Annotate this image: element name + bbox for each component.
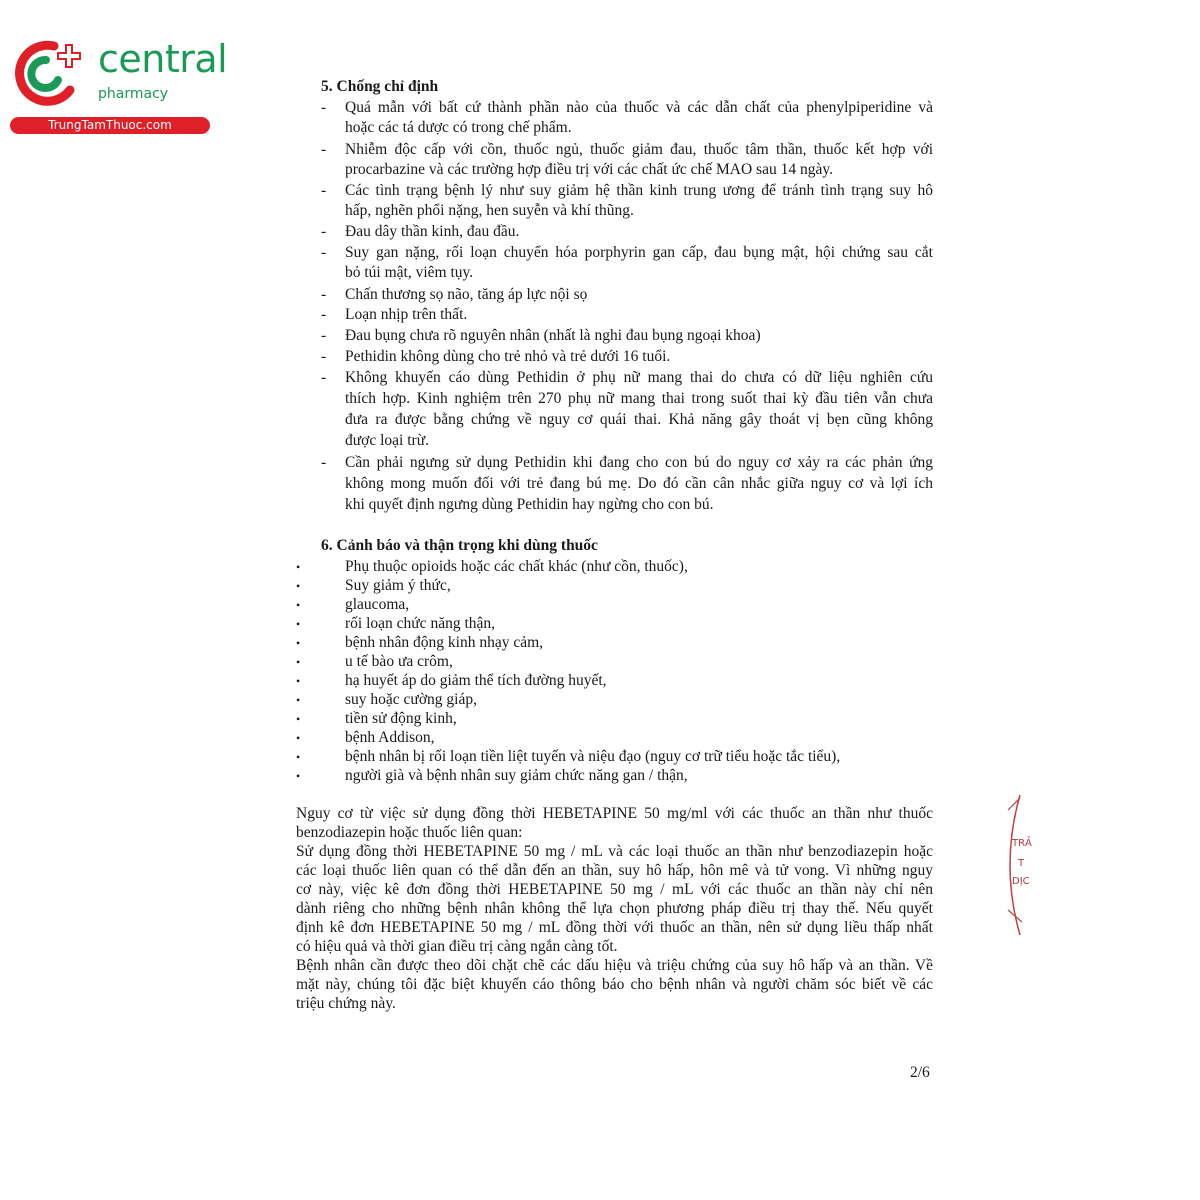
stamp-text: TRẢ <box>1012 838 1032 849</box>
bullet-marker: • <box>296 560 301 574</box>
paragraph-line: mặt này, chúng tôi đặc biệt khuyến cáo thông báo cho bệnh nhân và người chăm sóc biết về các <box>296 976 933 993</box>
section-5-line: được loại trừ. <box>345 432 429 449</box>
section-5-line: hoặc các tá dược có trong chế phẩm. <box>345 119 572 136</box>
pharmacy-cross-logo-icon <box>10 38 92 108</box>
bullet-marker: • <box>296 674 301 688</box>
section-5-line: procarbazine và các trường hợp điều trị với các chất ức chế MAO sau 14 ngày. <box>345 161 833 178</box>
stamp-text: T <box>1018 858 1025 869</box>
section-5-line: Đau bụng chưa rõ nguyên nhân (nhất là nghi đau bụng ngoại khoa) <box>345 327 761 344</box>
warning-item: glaucoma, <box>345 596 410 613</box>
bullet-marker: • <box>296 655 301 669</box>
dash-marker: - <box>321 286 327 303</box>
bullet-marker: • <box>296 617 301 631</box>
warning-item: suy hoặc cường giáp, <box>345 691 477 708</box>
stamp-fragment <box>990 790 1030 940</box>
section-5-line: thích hợp. Kinh nghiệm trên 270 phụ nữ mang thai trong suốt thai kỳ đầu tiên vẫn chưa <box>345 390 933 407</box>
section-5-line: Pethidin không dùng cho trẻ nhỏ và trẻ dưới 16 tuổi. <box>345 348 671 365</box>
bullet-marker: • <box>296 693 301 707</box>
paragraph-line: cơ này, việc kê đơn đồng thời HEBETAPINE 50 mg / mL với các thuốc an thần này chỉ nên <box>296 881 933 898</box>
dash-marker: - <box>321 327 327 344</box>
paragraph-line: benzodiazepin hoặc thuốc liên quan: <box>296 824 523 841</box>
paragraph-line: Bệnh nhân cần được theo dõi chặt chẽ các dấu hiệu và triệu chứng của suy hô hấp và an thần. Về <box>296 957 933 974</box>
warning-item: rối loạn chức năng thận, <box>345 615 496 632</box>
warning-item: tiền sử động kinh, <box>345 710 457 727</box>
paragraph-line: triệu chứng này. <box>296 995 396 1012</box>
section-5-line: Cần phải ngưng sử dụng Pethidin khi đang cho con bú do nguy cơ xảy ra các phản ứng <box>345 454 933 471</box>
bullet-marker: • <box>296 598 301 612</box>
warning-item: u tế bào ưa crôm, <box>345 653 453 670</box>
dash-marker: - <box>321 454 327 471</box>
warning-item: hạ huyết áp do giảm thể tích đường huyết, <box>345 672 607 689</box>
dash-marker: - <box>321 223 327 240</box>
paragraph-line: Nguy cơ từ việc sử dụng đồng thời HEBETAPINE 50 mg/ml với các thuốc an thần như thuốc <box>296 805 933 822</box>
section-5-line: khi quyết định ngưng dùng Pethidin hay ngừng cho con bú. <box>345 496 714 513</box>
warning-item: người già và bệnh nhân suy giảm chức năng gan / thận, <box>345 767 688 784</box>
section-5-heading: 5. Chống chỉ định <box>321 78 439 95</box>
section-5-line: hấp, nghẽn phổi nặng, hen suyễn và khí thũng. <box>345 202 634 219</box>
logo-url-banner: TrungTamThuoc.com <box>10 117 210 134</box>
central-pharmacy-logo <box>10 37 228 138</box>
dash-marker: - <box>321 182 327 199</box>
section-6-heading: 6. Cảnh báo và thận trọng khi dùng thuốc <box>321 537 598 554</box>
section-5-line: Các tình trạng bệnh lý như suy giảm hệ thần kinh trung ương để tránh tình trạng suy hô <box>345 182 933 199</box>
paragraph-line: định kê đơn HEBETAPINE 50 mg / mL đồng thời với thuốc an thần, nên sử dụng liều thấp nhất <box>296 919 933 936</box>
logo-name: central <box>98 37 228 81</box>
bullet-marker: • <box>296 731 301 745</box>
dash-marker: - <box>321 306 327 323</box>
section-5-line: Đau dây thần kinh, đau đầu. <box>345 223 520 240</box>
warning-item: Suy giảm ý thức, <box>345 577 451 594</box>
bullet-marker: • <box>296 712 301 726</box>
bullet-marker: • <box>296 579 301 593</box>
section-5-line: Chấn thương sọ não, tăng áp lực nội sọ <box>345 286 588 303</box>
paragraph-line: có hiệu quả và thời gian điều trị càng ngắn càng tốt. <box>296 938 618 955</box>
dash-marker: - <box>321 99 327 116</box>
warning-item: Phụ thuộc opioids hoặc các chất khác (như cồn, thuốc), <box>345 558 688 575</box>
page-number: 2/6 <box>910 1064 930 1081</box>
stamp-text: DỊC <box>1012 876 1030 887</box>
paragraph-line: dành riêng cho những bệnh nhân không thể lựa chọn phương pháp điều trị thay thế. Nếu quyết <box>296 900 933 917</box>
bullet-marker: • <box>296 769 301 783</box>
section-5-line: Loạn nhịp trên thất. <box>345 306 468 323</box>
dash-marker: - <box>321 141 327 158</box>
bullet-marker: • <box>296 750 301 764</box>
section-5-line: Quá mẫn với bất cứ thành phần nào của thuốc và các dẫn chất của phenylpiperidine và <box>345 99 933 116</box>
paragraph-line: Sử dụng đồng thời HEBETAPINE 50 mg / mL và các loại thuốc an thần như benzodiazepin hoặc <box>296 843 933 860</box>
section-5-line: Suy gan nặng, rối loạn chuyển hóa porphyrin gan cấp, đau bụng mật, hội chứng sau cắt <box>345 244 933 261</box>
dash-marker: - <box>321 244 327 261</box>
paragraph-line: các loại thuốc liên quan có thể dẫn đến an thần, suy hô hấp, hôn mê và tử vong. Vì những nguy <box>296 862 933 879</box>
bullet-marker: • <box>296 636 301 650</box>
section-5-line: không mong muốn đối với trẻ đang bú mẹ. Do đó cần cân nhắc giữa nguy cơ và lợi ích <box>345 475 933 492</box>
dash-marker: - <box>321 348 327 365</box>
section-5-line: bỏ túi mật, viêm tụy. <box>345 264 474 281</box>
section-5-line: đưa ra được bằng chứng về nguy cơ quái thai. Khả năng gây thoát vị bẹn cũng không <box>345 411 933 428</box>
warning-item: bệnh nhân bị rối loạn tiền liệt tuyến và niệu đạo (nguy cơ trữ tiểu hoặc tắc tiểu), <box>345 748 841 765</box>
warning-item: bệnh Addison, <box>345 729 435 746</box>
dash-marker: - <box>321 369 327 386</box>
section-5-line: Nhiễm độc cấp với cồn, thuốc ngủ, thuốc giảm đau, thuốc tâm thần, thuốc kết hợp với <box>345 141 933 158</box>
warning-item: bệnh nhân động kinh nhạy cảm, <box>345 634 544 651</box>
logo-subtitle: pharmacy <box>98 86 169 102</box>
section-5-line: Không khuyến cáo dùng Pethidin ở phụ nữ mang thai do chưa có dữ liệu nghiên cứu <box>345 369 933 386</box>
